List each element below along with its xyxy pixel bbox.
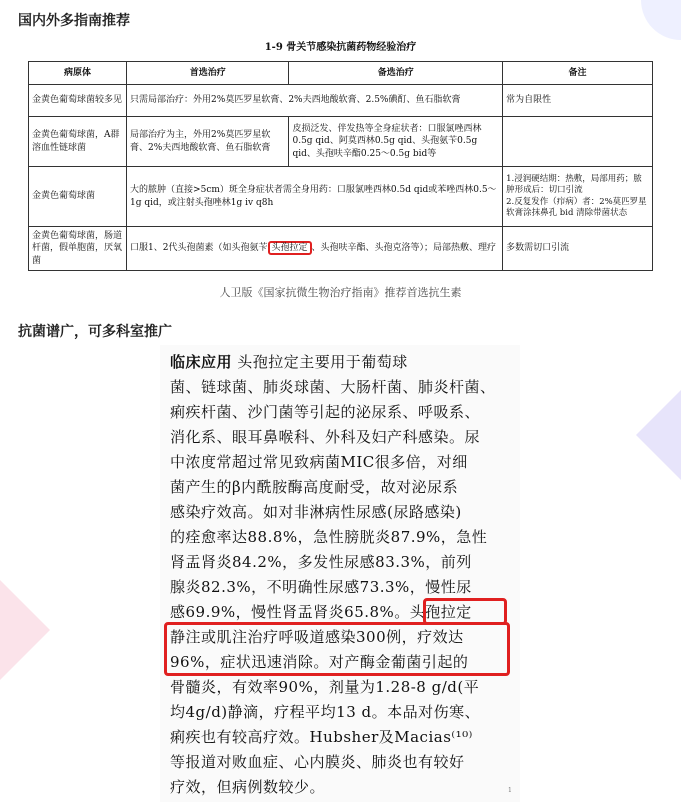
table-row: [29, 227, 653, 271]
scan-line: 菌、链球菌、肺炎球菌、大肠杆菌、肺炎杆菌、: [170, 378, 496, 396]
source-caption: 人卫版《国家抗微生物治疗指南》推荐首选抗生素: [219, 286, 462, 299]
section-title-guidelines: 国内外多指南推荐: [18, 13, 130, 29]
scan-heading: 临床应用: [170, 353, 233, 371]
first-choice-post: 、头孢呋辛酯、头孢克洛等）；局部热敷、理疗: [311, 243, 497, 254]
cell-note: 1.浸润硬结期：热敷，局部用药；脓肿形成后：切口引流 2.反复发作（疖病）者：2%莫匹罗星软膏涂抹鼻孔 bid 清除带菌状态: [503, 167, 653, 227]
guideline-table: [28, 61, 653, 271]
scan-line: 骨髓炎，有效率90%，剂量为1.28-8 g/d(平: [170, 678, 480, 696]
first-choice-pre: 口服1、2代头孢菌素（如头孢氨苄: [130, 243, 268, 254]
scan-line: 疗效，但病例数较少。: [170, 778, 326, 796]
highlight-cefradine: 头孢拉定: [268, 241, 312, 255]
cell-pathogen: 金黄色葡萄球菌，A群溶血性链球菌: [29, 117, 127, 167]
scan-line: 肾盂肾炎84.2%，多发性尿感83.3%，前列: [170, 553, 472, 571]
header-alternative: 备选治疗: [289, 62, 503, 85]
table-row: [29, 117, 653, 167]
highlight-box-cefradine: [423, 598, 507, 625]
cell-first-choice: 局部治疗为主，外用2%莫匹罗星软膏、2%夫西地酸软膏、鱼石脂软膏: [127, 117, 289, 167]
cell-pathogen: 金黄色葡萄球菌较多见: [29, 85, 127, 117]
scan-line: 痢疾也有较高疗效。Hubsher及Macias⁽¹⁰⁾: [170, 728, 473, 746]
cell-alternative: 皮损泛发、伴发热等全身症状者：口服氯唑西林0.5g qid、阿莫西林0.5g qid、头孢氨苄0.5g qid、头孢呋辛酯0.25～0.5g bid等: [289, 117, 503, 167]
cell-first-choice: 只需局部治疗：外用2%莫匹罗星软膏、2%夫西地酸软膏、2.5%碘酊、鱼石脂软膏: [127, 85, 503, 117]
scan-line: 菌产生的β内酰胺酶高度耐受，故对泌尿系: [170, 478, 459, 496]
guideline-table-image: [28, 32, 653, 277]
table-caption: 1-9 骨关节感染抗菌药物经验治疗: [264, 42, 417, 53]
cell-first-choice: 大的脓肿（直接>5cm）斑全身症状者需全身用药：口服氯唑西林0.5d qid或苯唑西林0.5～1g qid，或注射头孢唑林1g iv q8h: [127, 167, 503, 227]
highlight-box-respiratory: [164, 622, 510, 676]
table-row: [29, 167, 653, 227]
scan-line: 静注或肌注治疗呼吸道感染300例，疗效达: [170, 628, 464, 646]
decor-triangle-right: [636, 380, 681, 490]
scan-line: 96%，症状迅速消除。对产酶金葡菌引起的: [170, 653, 469, 671]
cell-pathogen: 金黄色葡萄球菌: [29, 167, 127, 227]
cell-pathogen: 金黄色葡萄球菌，肠道杆菌，假单胞菌，厌氧菌: [29, 227, 127, 271]
scan-line: 腺炎82.3%，不明确性尿感73.3%，慢性尿: [170, 578, 472, 596]
header-note: 备注: [503, 62, 653, 85]
scanned-book-page: [160, 345, 520, 802]
cell-note: [503, 117, 653, 167]
section-title-broad-spectrum: 抗菌谱广，可多科室推广: [18, 324, 172, 340]
scan-line: 感染疗效高。如对非淋病性尿感(尿路感染): [170, 503, 462, 521]
scan-line: [170, 351, 408, 372]
cell-first-choice: [127, 227, 503, 271]
scan-line: 均4g/d)静滴，疗程平均13 d。本品对伤寒、: [170, 703, 481, 721]
header-pathogen: 病原体: [29, 62, 127, 85]
scan-line: 感69.9%，慢性肾盂肾炎65.8%。头孢拉定: [170, 603, 472, 621]
scan-line: 消化系、眼耳鼻喉科、外科及妇产科感染。尿: [170, 428, 481, 446]
header-first-choice: 首选治疗: [127, 62, 289, 85]
decor-triangle-left: [0, 570, 50, 690]
cell-note: 多数需切口引流: [503, 227, 653, 271]
scan-line: 中浓度常超过常见致病菌MIC很多倍，对细: [170, 453, 468, 471]
scan-line: 等报道对败血症、心内膜炎、肺炎也有较好: [170, 753, 465, 771]
scan-line-text: 头孢拉定主要用于葡萄球: [232, 353, 408, 371]
scan-line: 的痊愈率达88.8%，急性膀胱炎87.9%，急性: [170, 528, 488, 546]
cell-note: 常为自限性: [503, 85, 653, 117]
table-header-row: [29, 62, 653, 85]
table-row: [29, 85, 653, 117]
scan-line: 痢疾杆菌、沙门菌等引起的泌尿系、呼吸系、: [170, 403, 481, 421]
page-mark: 1: [508, 787, 512, 794]
